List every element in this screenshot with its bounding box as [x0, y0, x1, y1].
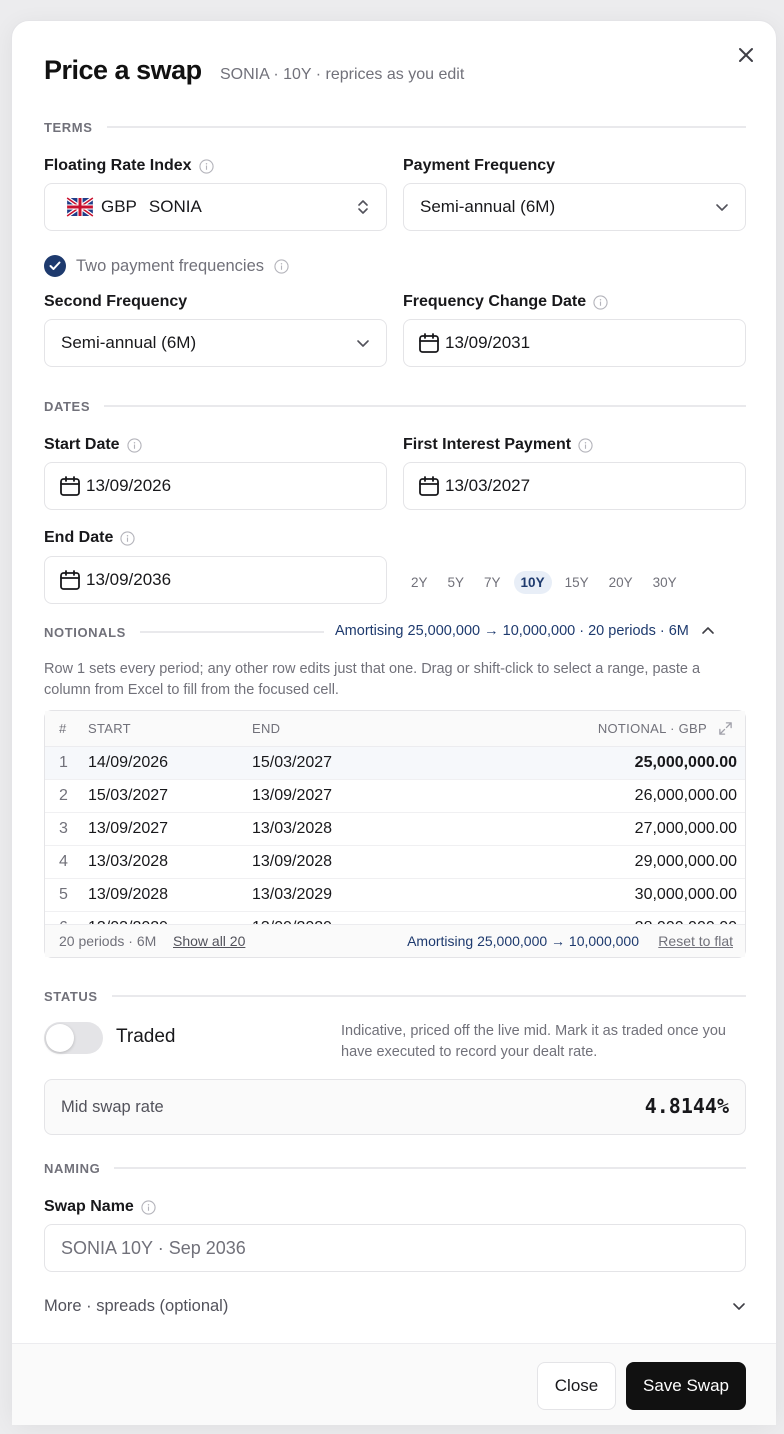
- row-end-date: 13/09/2027: [252, 787, 333, 804]
- two-frequencies-label: Two payment frequencies: [76, 256, 265, 275]
- section-terms: [44, 117, 746, 137]
- index-name: SONIA: [148, 197, 202, 216]
- section-status: [44, 986, 746, 1006]
- row-end-date: 13/03/2029: [252, 886, 333, 903]
- row-start-date: 13/09/2027: [88, 820, 169, 837]
- floating-rate-index-label: [44, 157, 214, 175]
- periods-count: 20 periods · 6M: [59, 933, 157, 949]
- col-header-start: START: [88, 721, 131, 736]
- save-swap-button[interactable]: Save Swap: [626, 1362, 746, 1410]
- row-number: 2: [59, 787, 68, 804]
- status-note: Indicative, priced off the live mid. Mark it as traded once you have executed to record your dealt rate.: [341, 1023, 726, 1060]
- modal-subtitle: SONIA · 10Y · reprices as you edit: [220, 66, 465, 83]
- tenor-10y[interactable]: 10Y: [514, 571, 552, 594]
- section-divider: [112, 995, 746, 997]
- traded-label: Traded: [116, 1026, 176, 1047]
- second-frequency-label: Second Frequency: [44, 293, 188, 310]
- calendar-icon: [417, 331, 441, 355]
- section-notionals-label: NOTIONALS: [44, 624, 126, 640]
- section-dates-label: DATES: [44, 398, 91, 414]
- first-interest-payment-value: 13/03/2027: [445, 476, 531, 495]
- chevron-up-down-icon: [356, 198, 370, 216]
- calendar-icon: [58, 568, 82, 592]
- section-dates: [44, 396, 746, 416]
- toggle-knob: [46, 1024, 74, 1052]
- table-footer: [45, 924, 745, 957]
- row-start-date: 13/03/2028: [88, 853, 169, 870]
- mid-swap-rate-value: 4.8144%: [644, 1094, 729, 1118]
- table-row[interactable]: [45, 747, 745, 780]
- swap-name-input[interactable]: [44, 1224, 746, 1272]
- section-terms-label: TERMS: [44, 119, 93, 135]
- row-number: 4: [59, 853, 68, 870]
- amortising-summary: Amortising 25,000,000 → 10,000,000: [407, 933, 639, 949]
- info-icon[interactable]: [274, 259, 289, 274]
- expand-icon[interactable]: [718, 721, 733, 739]
- mid-swap-rate-label: Mid swap rate: [61, 1098, 164, 1116]
- row-notional-cell[interactable]: 30,000,000.00: [634, 886, 737, 903]
- info-icon[interactable]: [127, 438, 142, 453]
- chevron-up-icon: [701, 624, 715, 638]
- table-row[interactable]: [45, 879, 745, 912]
- row-end-date: 13/03/2028: [252, 820, 333, 837]
- row-start-date: 14/09/2026: [88, 754, 169, 771]
- start-date-input[interactable]: [44, 462, 387, 510]
- section-status-label: STATUS: [44, 988, 98, 1004]
- row-number: 1: [59, 754, 68, 771]
- first-interest-payment-label-text: First Interest Payment: [403, 436, 572, 453]
- tenor-15y[interactable]: 15Y: [564, 575, 589, 590]
- start-date-label: [44, 436, 142, 454]
- tenor-20y[interactable]: 20Y: [608, 575, 633, 590]
- start-date-value: 13/09/2026: [86, 476, 172, 495]
- table-row[interactable]: [45, 846, 745, 879]
- tenor-2y[interactable]: 2Y: [411, 575, 428, 590]
- swap-name-label: [44, 1198, 156, 1216]
- table-row[interactable]: [45, 780, 745, 813]
- start-date-label-text: Start Date: [44, 436, 120, 453]
- row-notional-cell[interactable]: 29,000,000.00: [634, 853, 737, 870]
- tenor-30y[interactable]: 30Y: [652, 575, 677, 590]
- payment-frequency-select[interactable]: [403, 183, 746, 231]
- chevron-down-icon: [715, 200, 729, 214]
- info-icon[interactable]: [199, 159, 214, 174]
- second-frequency-select[interactable]: [44, 319, 387, 367]
- tenor-5y[interactable]: 5Y: [447, 575, 465, 590]
- section-divider: [140, 631, 324, 633]
- info-icon[interactable]: [593, 295, 608, 310]
- col-header-end: END: [252, 721, 281, 736]
- tenor-7y[interactable]: 7Y: [484, 575, 501, 590]
- row-number: 3: [59, 820, 68, 837]
- mid-swap-rate-box: [44, 1079, 746, 1135]
- col-header-num: #: [59, 721, 67, 736]
- floating-rate-index-select[interactable]: [44, 183, 387, 231]
- notionals-table: [44, 710, 746, 958]
- checkbox-checked-icon[interactable]: [44, 255, 66, 277]
- row-end-date: 15/03/2027: [252, 754, 333, 771]
- payment-frequency-label: Payment Frequency: [403, 157, 556, 174]
- section-divider: [104, 405, 746, 407]
- info-icon[interactable]: [120, 531, 135, 546]
- chevron-down-icon: [356, 336, 370, 350]
- calendar-icon: [417, 474, 441, 498]
- calendar-icon: [58, 474, 82, 498]
- section-divider: [114, 1167, 746, 1169]
- frequency-change-date-label: [403, 293, 608, 311]
- notionals-summary-toggle[interactable]: [335, 623, 715, 639]
- end-date-label-text: End Date: [44, 529, 114, 546]
- frequency-change-date-label-text: Frequency Change Date: [403, 293, 587, 310]
- more-spreads-label: More · spreads (optional): [44, 1296, 229, 1315]
- section-divider: [107, 126, 747, 128]
- reset-to-flat-link[interactable]: Reset to flat: [658, 933, 733, 949]
- row-end-date: 13/09/2028: [252, 853, 333, 870]
- uk-flag-icon: [67, 198, 93, 216]
- tenor-shortcuts: [404, 571, 684, 594]
- table-header: [45, 711, 745, 747]
- section-naming-label: NAMING: [44, 1160, 101, 1176]
- swap-name-label-text: Swap Name: [44, 1198, 134, 1215]
- swap-name-placeholder: SONIA 10Y · Sep 2036: [61, 1237, 246, 1258]
- notionals-summary-text: Amortising 25,000,000 → 10,000,000 · 20 periods · 6M: [335, 623, 689, 639]
- end-date-value: 13/09/2036: [86, 570, 172, 589]
- payment-frequency-value: Semi-annual (6M): [420, 197, 556, 216]
- close-button[interactable]: Close: [537, 1362, 616, 1410]
- row-start-date: 13/09/2028: [88, 886, 169, 903]
- section-naming: [44, 1158, 746, 1178]
- row-notional-cell[interactable]: 27,000,000.00: [634, 820, 737, 837]
- more-spreads-toggle[interactable]: [44, 1294, 746, 1318]
- floating-rate-index-label-text: Floating Rate Index: [44, 157, 192, 174]
- close-icon[interactable]: [734, 43, 758, 67]
- frequency-change-date-value: 13/09/2031: [445, 333, 531, 352]
- first-interest-payment-label: [403, 436, 593, 454]
- section-notionals: [44, 622, 324, 642]
- currency-code: GBP: [101, 197, 137, 216]
- info-icon[interactable]: [578, 438, 593, 453]
- modal-title: Price a swap: [44, 55, 202, 85]
- table-row[interactable]: [45, 813, 745, 846]
- end-date-input[interactable]: [44, 556, 387, 604]
- row-notional-cell[interactable]: 25,000,000.00: [634, 754, 737, 771]
- price-swap-modal: [11, 20, 777, 1424]
- row-start-date: 15/03/2027: [88, 787, 169, 804]
- traded-toggle[interactable]: [44, 1022, 103, 1054]
- info-icon[interactable]: [141, 1200, 156, 1215]
- col-header-notional: NOTIONAL · GBP: [597, 721, 707, 736]
- chevron-down-icon: [732, 1299, 746, 1313]
- modal-footer: [12, 1343, 776, 1425]
- end-date-label: [44, 529, 135, 547]
- second-frequency-value: Semi-annual (6M): [61, 333, 197, 352]
- row-number: 5: [59, 886, 68, 903]
- row-notional-cell[interactable]: 26,000,000.00: [634, 787, 737, 804]
- frequency-change-date-input[interactable]: [403, 319, 746, 367]
- show-all-link[interactable]: Show all 20: [173, 933, 246, 949]
- two-frequencies-checkbox-row[interactable]: [44, 255, 289, 277]
- first-interest-payment-input[interactable]: [403, 462, 746, 510]
- table-body: [45, 747, 745, 925]
- notionals-help-text: Row 1 sets every period; any other row edits just that one. Drag or shift-click to select a range, paste a column from Excel to fill from the focused cell.: [44, 661, 701, 698]
